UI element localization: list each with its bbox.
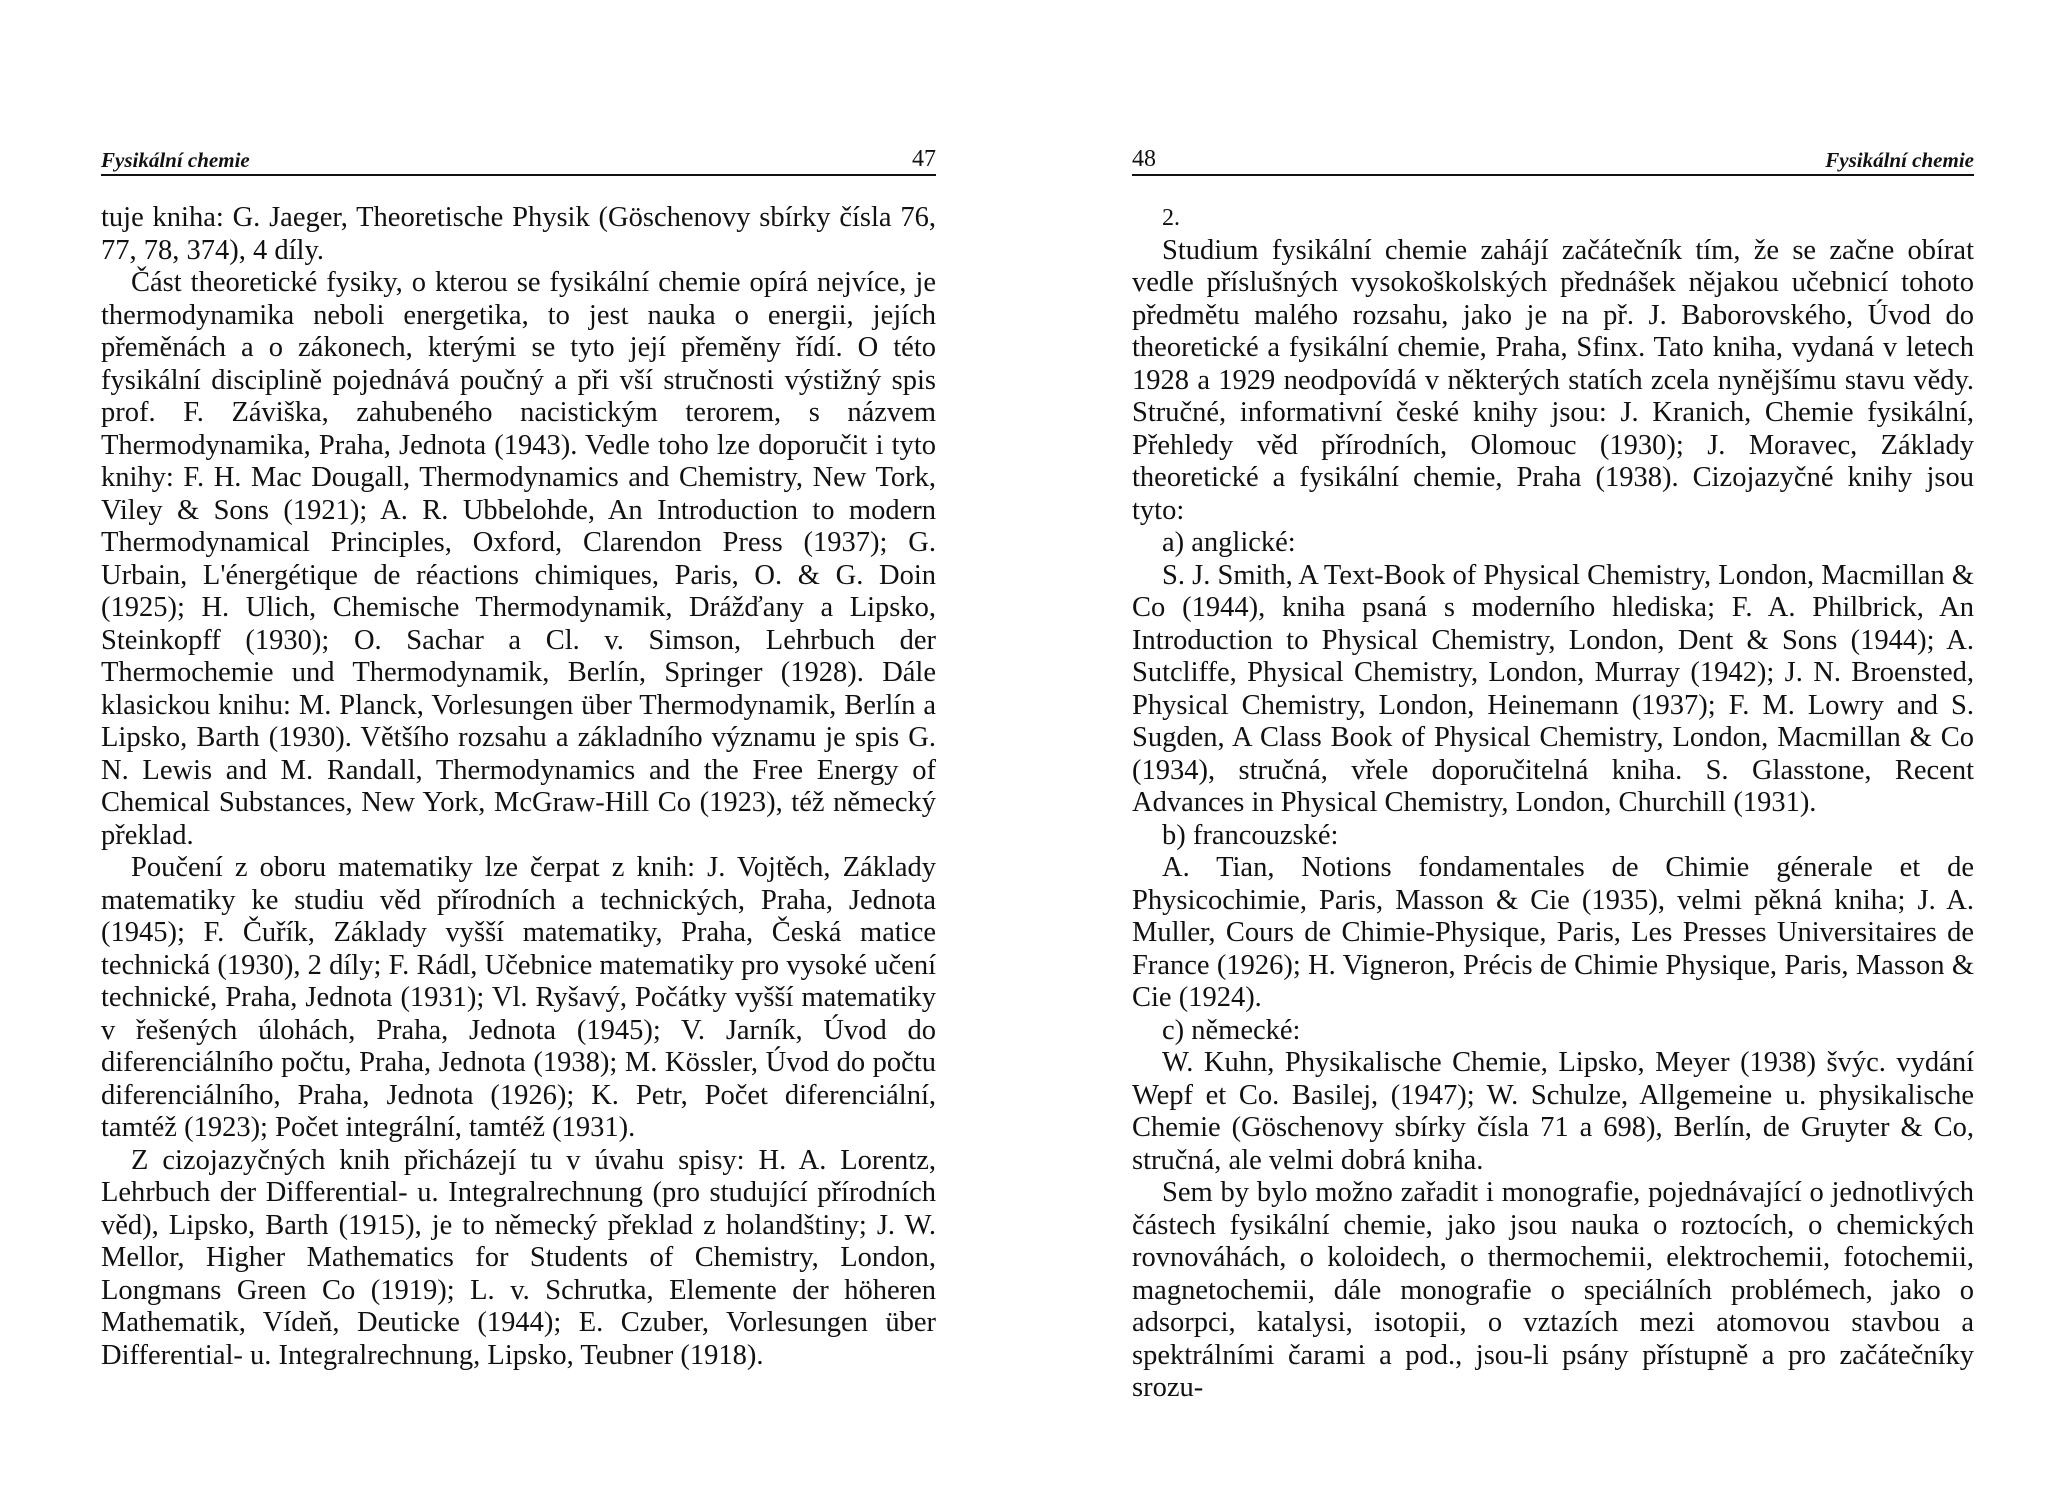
paragraph: S. J. Smith, A Text-Book of Physical Chemistry, London, Macmillan & Co (1944), kniha psaná s moderního hlediska; F. A. Philbrick, An Introduction to Physical Chemistry, London, Dent & Sons (1944); A. Sutcliffe, Physical Chemistry, London, Murray (1942); J. N. Broensted, Physical Chemistry, London, Heinemann (1937); F. M. Lowry and S. Sugden, A Class Book of Physical Chemistry, London, Macmillan & Co (1934), stručná, vřele doporučitelná kniha. S. Glasstone, Recent Advances in Physical Chemistry, London, Churchill (1931). bbox=[1132, 559, 1974, 818]
paragraph: A. Tian, Notions fondamentales de Chimie génerale et de Physicochimie, Paris, Masson & Cie (1935), velmi pěkná kniha; J. A. Muller, Cours de Chimie-Physique, Paris, Les Presses Universitaires de France (1926); H. Vigneron, Précis de Chimie Physique, Paris, Masson & Cie (1924). bbox=[1132, 852, 1974, 1013]
running-title: Fysikální chemie bbox=[1825, 148, 1974, 172]
left-page-body bbox=[101, 202, 936, 1372]
paragraph: Sem by bylo možno zařadit i monografie, pojednávající o jednotlivých částech fysikální chemie, jako jsou nauka o roztocích, o chemických rovnováhách, o koloidech, o thermochemii, elektrochemii, fotochemii, magnetochemii, dále monografie o speciálních problémech, jako o adsorpci, katalysi, isotopii, o vztazích mezi atomovou stavbou a spektrálními čarami a pod., jsou-li psány přístupně a pro začátečníky srozu- bbox=[1132, 1177, 1974, 1403]
right-page-body bbox=[1132, 202, 1974, 1405]
paragraph: Studium fysikální chemie zahájí začátečník tím, že se začne obírat vedle příslušných vysokoškolských přednášek nějakou učebnicí tohoto předmětu malého rozsahu, jako je na př. J. Baborovského, Úvod do theoretické a fysikální chemie, Praha, Sfinx. Tato kniha, vydaná v letech 1928 a 1929 neodpovídá v některých statích zcela nynějšímu stavu vědy. Stručné, informativní české knihy jsou: J. Kranich, Chemie fysikální, Přehledy věd přírodních, Olomouc (1930); J. Moravec, Základy theoretické a fysikální chemie, Praha (1938). Cizojazyčné knihy jsou tyto: bbox=[1132, 234, 1974, 526]
paragraph: Část theoretické fysiky, o kterou se fysikální chemie opírá nejvíce, je thermodynamika neboli energetika, to jest nauka o energii, jejích přeměnách a o zákonech, kterými se tyto její přeměny řídí. O této fysikální disciplině pojednává poučný a při vší stručnosti výstižný spis prof. F. Záviška, zahubeného nacistickým terorem, s názvem Thermodynamika, Praha, Jednota (1943). Vedle toho lze doporučit i tyto knihy: F. H. Mac Dougall, Thermodynamics and Chemistry, New Tork, Viley & Sons (1921); A. R. Ubbelohde, An Introduction to modern Thermodynamical Principles, Oxford, Clarendon Press (1937); G. Urbain, L'énergétique de réactions chimiques, Paris, O. & G. Doin (1925); H. Ulich, Chemische Thermodynamik, Drážďany a Lipsko, Steinkopff (1930); O. Sachar a Cl. v. Simson, Lehrbuch der Thermochemie und Thermodynamik, Berlín, Springer (1928). Dále klasickou knihu: M. Planck, Vorlesungen über Thermodynamik, Berlín a Lipsko, Barth (1930). Většího rozsahu a základního významu je spis G. N. Lewis and M. Randall, Thermodynamics and the Free Energy of Chemical Substances, New York, McGraw-Hill Co (1923), též německý překlad. bbox=[101, 267, 936, 851]
paragraph: Poučení z oboru matematiky lze čerpat z knih: J. Vojtěch, Základy matematiky ke studiu věd přírodních a technických, Praha, Jednota (1945); F. Čuřík, Základy vyšší matematiky, Praha, Česká matice technická (1930), 2 díly; F. Rádl, Učebnice matematiky pro vysoké učení technické, Praha, Jednota (1931); Vl. Ryšavý, Počátky vyšší matematiky v řešených úlohách, Praha, Jednota (1945); V. Jarník, Úvod do diferenciálního počtu, Praha, Jednota (1938); M. Kössler, Úvod do počtu diferenciálního, Praha, Jednota (1926); K. Petr, Počet diferenciální, tamtéž (1923); Počet integrální, tamtéž (1931). bbox=[101, 852, 936, 1143]
subsection-label: b) francouzské: bbox=[1162, 819, 1339, 851]
subsection-label: c) německé: bbox=[1162, 1014, 1301, 1046]
running-title: Fysikální chemie bbox=[101, 148, 250, 172]
paragraph: tuje kniha: G. Jaeger, Theoretische Physik (Göschenovy sbírky čísla 76, 77, 78, 374), 4 díly. bbox=[101, 202, 936, 266]
section-number: 2. bbox=[1162, 205, 1180, 231]
paragraph: Z cizojazyčných knih přicházejí tu v úvahu spisy: H. A. Lorentz, Lehrbuch der Differential- u. Integralrechnung (pro studující přírodních věd), Lipsko, Barth (1915), je to německý překlad z holandštiny; J. W. Mellor, Higher Mathematics for Students of Chemistry, London, Longmans Green Co (1919); L. v. Schrutka, Elemente der höheren Mathematik, Vídeň, Deuticke (1944); E. Czuber, Vorlesungen über Differential- u. Integralrechnung, Lipsko, Teubner (1918). bbox=[101, 1144, 936, 1371]
left-page-header bbox=[101, 134, 936, 176]
page-number: 47 bbox=[912, 146, 936, 172]
paragraph: W. Kuhn, Physikalische Chemie, Lipsko, Meyer (1938) švýc. vydání Wepf et Co. Basilej, (1947); W. Schulze, Allgemeine u. physikalische Chemie (Göschenovy sbírky čísla 71 a 698), Berlín, de Gruyter & Co, stručná, ale velmi dobrá kniha. bbox=[1132, 1047, 1974, 1176]
subsection-label: a) anglické: bbox=[1162, 527, 1296, 558]
right-page-header bbox=[1132, 134, 1974, 176]
right-page bbox=[1025, 0, 2050, 1500]
page-number: 48 bbox=[1132, 146, 1156, 172]
